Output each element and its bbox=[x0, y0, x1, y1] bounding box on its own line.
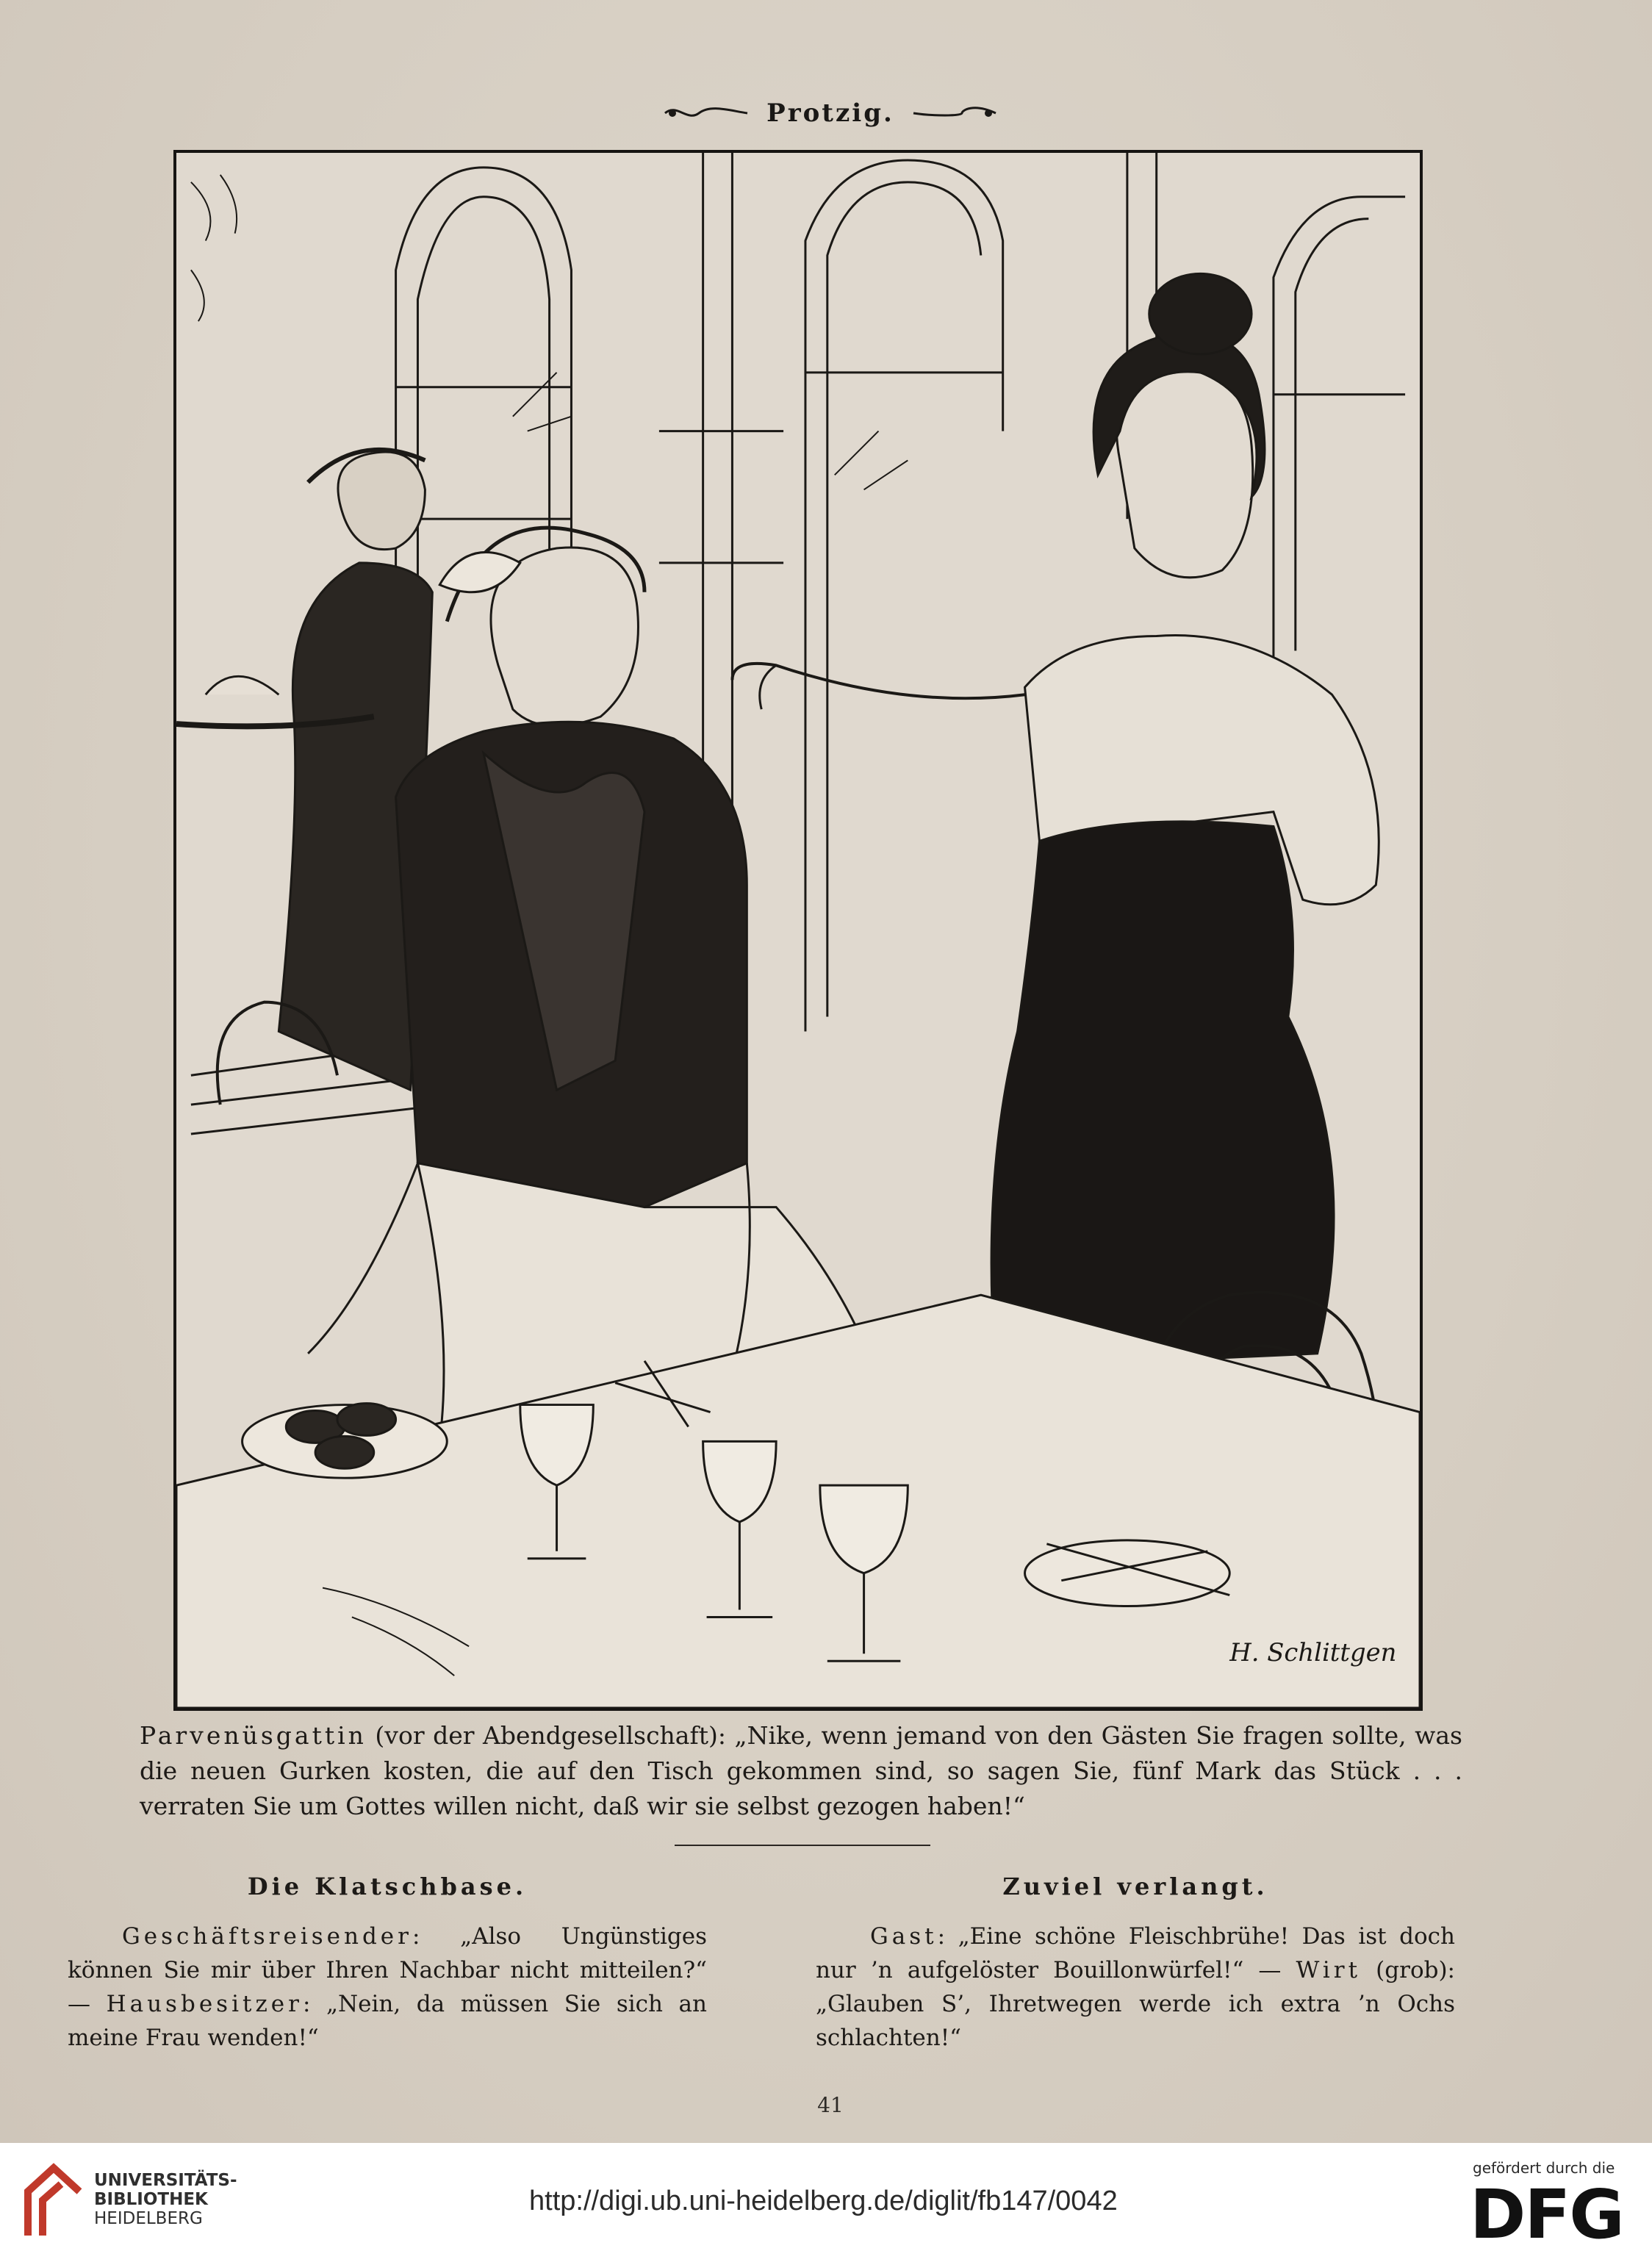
caption-context: (vor der Abendgesellschaft): bbox=[366, 1721, 735, 1750]
funding-note: gefördert durch die bbox=[1473, 2159, 1615, 2177]
title-ornament-right-icon bbox=[911, 100, 999, 126]
ub-heidelberg-logo-icon bbox=[21, 2162, 87, 2243]
title-ornament-left-icon bbox=[662, 100, 750, 126]
cartoon-illustration bbox=[173, 150, 1423, 1711]
artist-signature: H. Schlittgen bbox=[1229, 1638, 1397, 1667]
page-number: 41 bbox=[817, 2093, 844, 2117]
joke-zuviel-verlangt bbox=[816, 1870, 1455, 2055]
joke-line: : „Eine schöne Fleischbrühe! Das ist doch nur ’n aufgelöster Bouillonwürfel!“ — bbox=[816, 1923, 1455, 1983]
institution-line: BIBLIOTHEK bbox=[94, 2190, 208, 2209]
dfg-logo: DFG bbox=[1470, 2175, 1623, 2254]
caption-speaker: Parvenüsgattin bbox=[140, 1721, 367, 1750]
joke-speaker: Geschäftsreisender bbox=[122, 1923, 412, 1950]
section-divider bbox=[675, 1845, 930, 1846]
title-row bbox=[617, 91, 1044, 135]
joke-speaker: Gast bbox=[870, 1923, 938, 1950]
joke-text bbox=[68, 1920, 707, 2055]
joke-speaker: Wirt bbox=[1296, 1957, 1362, 1983]
page-title: Protzig. bbox=[766, 98, 894, 128]
caption-quote: „Nike, wenn jemand von den Gästen Sie fragen sollte, was die neuen Gurken kosten, die auf den Tisch gekommen sind, so sagen Sie, fünf Mark das Stück . . . verraten Sie um Gottes willen nicht, daß wir sie selbst gezogen haben!“ bbox=[140, 1721, 1462, 1820]
joke-line: : „Nein, da müssen Sie sich an meine Frau wenden!“ bbox=[68, 1991, 707, 2051]
joke-line: : „Also Ungünstiges können Sie mir über Ihren Nachbar nicht mitteilen?“ — bbox=[68, 1923, 707, 2017]
permalink-url[interactable]: http://digi.ub.uni-heidelberg.de/diglit/fb147/0042 bbox=[529, 2186, 1118, 2216]
joke-heading: Zuviel verlangt. bbox=[1002, 1873, 1268, 1900]
joke-line: (grob): „Glauben S’, Ihretwegen werde ich extra ’n Ochs schlachten!“ bbox=[816, 1957, 1455, 2051]
institution-line: UNIVERSITÄTS- bbox=[94, 2171, 237, 2190]
institution-name bbox=[94, 2171, 237, 2228]
joke-text bbox=[816, 1920, 1455, 2055]
institution-line: HEIDELBERG bbox=[94, 2209, 203, 2228]
digitization-footer bbox=[0, 2143, 1652, 2262]
joke-klatschbase bbox=[68, 1870, 707, 2055]
illustration-caption bbox=[140, 1718, 1462, 1824]
joke-heading: Die Klatschbase. bbox=[247, 1873, 528, 1900]
joke-speaker: Hausbesitzer bbox=[106, 1991, 303, 2017]
